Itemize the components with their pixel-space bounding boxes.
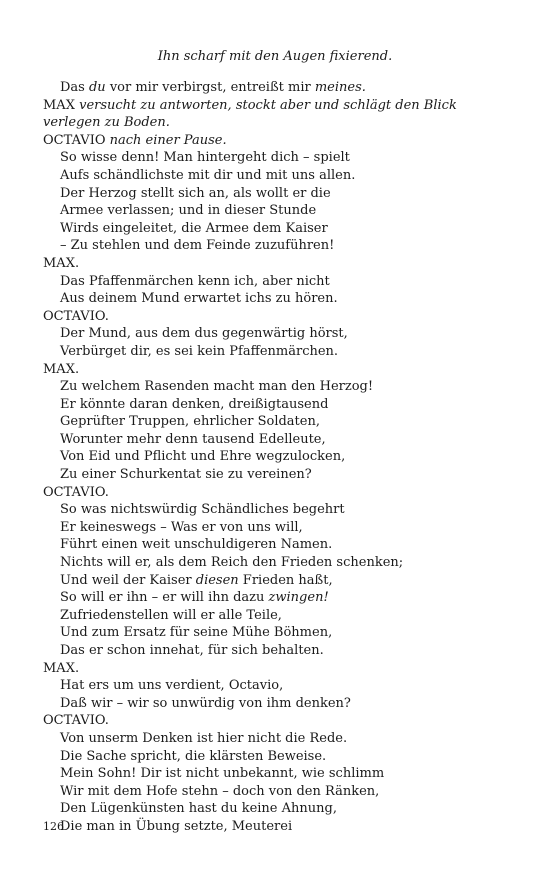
- line-text: Das Pfaffenmärchen kenn ich, aber nicht: [60, 273, 330, 289]
- verse-line: [43, 607, 513, 625]
- verse-line: [43, 202, 513, 220]
- speaker-line: [43, 712, 513, 730]
- verse-line: [43, 519, 513, 537]
- verse-line: [43, 501, 513, 519]
- verse-line: [43, 642, 513, 660]
- verse-line: [43, 730, 513, 748]
- line-text: Er keineswegs – Was er von uns will,: [60, 519, 303, 535]
- line-text: Zu einer Schurkentat sie zu vereinen?: [60, 467, 312, 483]
- verse-line: [43, 79, 513, 97]
- speaker-line: [43, 308, 513, 326]
- verse-line: [43, 466, 513, 484]
- line-text: MAX.: [43, 660, 80, 676]
- line-text: Aus deinem Mund erwartet ichs zu hören.: [60, 291, 338, 307]
- line-text: Aufs schändlichste mit dir und mit uns allen.: [60, 167, 356, 183]
- line-text: MAX.: [43, 361, 80, 377]
- line-text: Das er schon innehat, für sich behalten.: [60, 643, 324, 658]
- line-text: So wisse denn! Man hintergeht dich – spielt: [60, 150, 350, 166]
- line-text: Zufriedenstellen will er alle Teile,: [60, 607, 282, 623]
- speaker-line: [43, 484, 513, 502]
- page-number: 126: [43, 820, 64, 833]
- line-text: So was nichtswürdig Schändliches begehrt: [60, 502, 345, 518]
- line-text: Den Lügenkünsten hast du keine Ahnung,: [60, 801, 337, 817]
- line-text: Mein Sohn! Dir ist nicht unbekannt, wie schlimm: [60, 766, 385, 782]
- verse-line: [43, 343, 513, 361]
- speaker-line: [43, 361, 513, 379]
- line-text: Der Herzog stellt sich an, als wollt er die: [60, 185, 331, 201]
- line-text: – Zu stehlen und dem Feinde zuzuführen!: [60, 238, 335, 254]
- verse-line: [43, 149, 513, 167]
- verse-line: [43, 800, 513, 818]
- line-text: Er könnte daran denken, dreißigtausend: [60, 396, 329, 412]
- verse-line: [43, 572, 513, 590]
- line-text: Und weil der Kaiser: [60, 572, 196, 588]
- line-text: Und zum Ersatz für seine Mühe Böhmen,: [60, 625, 333, 641]
- line-text: MAX.: [43, 255, 80, 271]
- line-text: Geprüfter Truppen, ehrlicher Soldaten,: [60, 414, 320, 430]
- verse-line: [43, 396, 513, 414]
- italic-text: diesen: [195, 572, 239, 588]
- dialogue-text: [43, 79, 513, 836]
- line-text: So will er ihn – er will ihn dazu: [60, 590, 269, 606]
- line-text: vor mir verbirgst, entreißt mir: [105, 80, 315, 95]
- verse-line: [43, 783, 513, 801]
- verse-line: [43, 290, 513, 308]
- verse-line: [43, 554, 513, 572]
- line-text: OCTAVIO.: [43, 484, 109, 500]
- verse-line: [43, 325, 513, 343]
- line-text: Wir mit dem Hofe stehn – doch von den Ränken,: [60, 783, 380, 799]
- verse-line: [43, 624, 513, 642]
- speaker-line: [43, 97, 513, 132]
- line-text: Armee verlassen; und in dieser Stunde: [60, 203, 317, 219]
- verse-line: [43, 589, 513, 607]
- line-text: Daß wir – wir so unwürdig von ihm denken?: [60, 695, 351, 711]
- italic-text: meines.: [314, 80, 366, 95]
- line-text: Das: [60, 80, 89, 95]
- line-text: Von Eid und Pflicht und Ehre wegzulocken,: [60, 449, 346, 465]
- line-text: MAX: [43, 97, 80, 113]
- verse-line: [43, 378, 513, 396]
- italic-text: nach einer Pause.: [109, 132, 227, 148]
- speaker-line: [43, 660, 513, 678]
- line-text: Zu welchem Rasenden macht man den Herzog!: [60, 379, 374, 395]
- italic-text: zwingen!: [268, 590, 329, 606]
- verse-line: [43, 695, 513, 713]
- italic-text: du: [88, 80, 106, 95]
- verse-line: [43, 167, 513, 185]
- verse-line: [43, 536, 513, 554]
- verse-line: [43, 431, 513, 449]
- line-text: Die man in Übung setzte, Meuterei: [60, 818, 293, 834]
- line-text: Wirds eingeleitet, die Armee dem Kaiser: [60, 220, 328, 236]
- speaker-line: [43, 132, 513, 150]
- line-text: Hat ers um uns verdient, Octavio,: [60, 678, 284, 694]
- speaker-line: [43, 255, 513, 273]
- verse-line: [43, 765, 513, 783]
- line-text: Nichts will er, als dem Reich den Frieden schenken;: [60, 555, 404, 571]
- italic-text: versucht zu antworten, stockt aber und schlägt den Blick verlegen zu Boden.: [43, 97, 457, 131]
- line-text: Der Mund, aus dem dus gegenwärtig hörst,: [60, 326, 348, 342]
- line-text: OCTAVIO.: [43, 308, 109, 324]
- verse-line: [43, 413, 513, 431]
- line-text: OCTAVIO.: [43, 713, 109, 729]
- line-text: Führt einen weit unschuldigeren Namen.: [60, 537, 333, 553]
- stage-direction: Ihn scharf mit den Augen fixierend.: [157, 49, 393, 64]
- verse-line: [43, 273, 513, 291]
- line-text: Von unserm Denken ist hier nicht die Rede.: [60, 730, 348, 746]
- verse-line: [43, 448, 513, 466]
- line-text: Frieden haßt,: [238, 572, 333, 588]
- verse-line: [43, 185, 513, 203]
- line-text: OCTAVIO: [43, 132, 110, 148]
- verse-line: [43, 818, 513, 836]
- verse-line: [43, 237, 513, 255]
- verse-line: [43, 220, 513, 238]
- verse-line: [43, 748, 513, 766]
- line-text: Verbürget dir, es sei kein Pfaffenmärchen.: [60, 343, 339, 359]
- line-text: Worunter mehr denn tausend Edelleute,: [60, 431, 326, 447]
- line-text: Die Sache spricht, die klärsten Beweise.: [60, 748, 327, 764]
- verse-line: [43, 677, 513, 695]
